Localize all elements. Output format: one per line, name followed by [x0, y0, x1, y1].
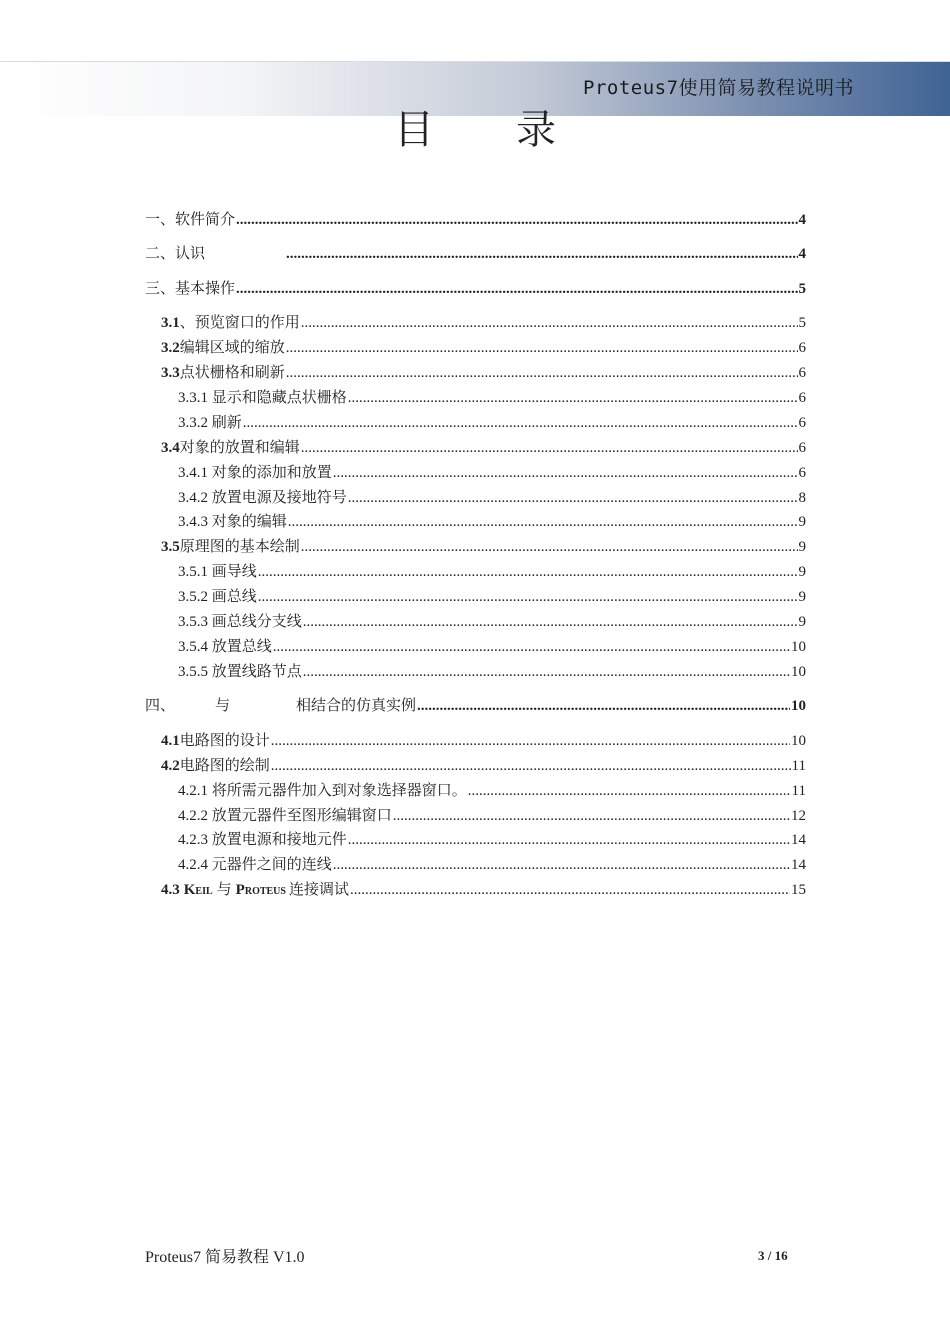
toc-entry-4-2-3[interactable] [178, 830, 806, 850]
toc-leader [273, 637, 790, 657]
toc-entry-3[interactable] [145, 279, 806, 299]
toc-page: 14 [791, 832, 806, 848]
toc-number: 3.5 [161, 539, 180, 555]
toc-entry-3-3[interactable] [161, 363, 806, 383]
toc-label: 3.5.2 画总线 [178, 589, 257, 605]
toc-keil-initial: K [183, 882, 196, 898]
toc-label: 二、认识 [145, 246, 206, 262]
toc-page: 9 [798, 539, 806, 555]
toc-entry-4[interactable] [145, 696, 806, 716]
toc-proteus-rest: ROTEUS [244, 886, 286, 897]
toc-label: 4.2.2 放置元器件至图形编辑窗口 [178, 808, 392, 824]
toc-label-mid: 与 [216, 882, 232, 898]
toc-leader [348, 488, 798, 508]
toc-label: 3.3.2 刷新 [178, 415, 242, 431]
toc-leader [348, 388, 798, 408]
toc-entry-3-3-2[interactable] [178, 413, 806, 433]
toc-leader [303, 612, 798, 632]
toc-page: 6 [798, 465, 806, 481]
toc-page: 6 [798, 365, 806, 381]
toc-label: 相结合的仿真实例 [296, 698, 417, 714]
toc-label: 3.4.3 对象的编辑 [178, 514, 287, 530]
toc-page: 10 [791, 639, 806, 655]
toc-entry-4-2-1[interactable] [178, 781, 806, 801]
toc-page: 4 [798, 246, 806, 262]
toc-page: 6 [798, 340, 806, 356]
toc-entry-3-5[interactable] [161, 537, 806, 557]
toc-label: 3.3.1 显示和隐藏点状栅格 [178, 390, 347, 406]
toc-leader [303, 662, 790, 682]
toc-entry-4-2-4[interactable] [178, 855, 806, 875]
toc-page: 9 [798, 589, 806, 605]
toc-leader [348, 830, 790, 850]
toc-leader [286, 244, 797, 264]
toc-entry-2[interactable] [145, 244, 806, 264]
toc-entry-4-1[interactable] [161, 731, 806, 751]
toc-label: 4.2.3 放置电源和接地元件 [178, 832, 347, 848]
toc-leader [236, 210, 797, 230]
toc-entry-3-5-5[interactable] [178, 662, 806, 682]
toc-label: 3.5.1 画导线 [178, 564, 257, 580]
toc-leader [350, 880, 790, 900]
toc-label: 四、 [145, 698, 176, 714]
toc-entry-4-3[interactable] [161, 880, 806, 902]
toc-leader [258, 587, 798, 607]
toc-leader [236, 279, 797, 299]
toc-page: 15 [791, 882, 806, 898]
toc-label: 连接调试 [288, 882, 349, 898]
toc-entry-3-1[interactable] [161, 313, 806, 333]
toc-leader [271, 756, 791, 776]
toc-page: 10 [791, 698, 806, 714]
toc-leader [271, 731, 790, 751]
toc-entry-3-5-1[interactable] [178, 562, 806, 582]
toc-label: 4.2.1 将所需元器件加入到对象选择器窗口。 [178, 783, 467, 799]
toc-label: 原理图的基本绘制 [179, 539, 300, 555]
toc-label: 电路图的设计 [179, 733, 270, 749]
toc-label: 4.2.4 元器件之间的连线 [178, 857, 332, 873]
toc-leader [258, 562, 798, 582]
toc-page: 6 [798, 415, 806, 431]
toc-page: 8 [798, 490, 806, 506]
toc-number: 3.1 [161, 315, 180, 331]
toc-page: 11 [791, 783, 806, 799]
toc-page: 12 [791, 808, 806, 824]
toc-leader [301, 313, 798, 333]
toc-leader [393, 806, 790, 826]
toc-number: 3.4 [161, 440, 180, 456]
footer-page-number: 3 / 16 [758, 1248, 788, 1263]
toc-entry-3-4-2[interactable] [178, 488, 806, 508]
toc-label: 对象的放置和编辑 [179, 440, 300, 456]
page-title: 目 录 [394, 107, 592, 152]
toc-page: 6 [798, 440, 806, 456]
toc-number: 4.3 [161, 882, 180, 898]
toc-label: 点状栅格和刷新 [179, 365, 285, 381]
toc-label: 3.4.1 对象的添加和放置 [178, 465, 332, 481]
toc-page: 5 [798, 281, 806, 297]
toc-page: 9 [798, 614, 806, 630]
toc-leader [288, 512, 798, 532]
toc-entry-3-2[interactable] [161, 338, 806, 358]
toc-label: 三、基本操作 [145, 281, 236, 297]
toc-label: 3.5.5 放置线路节点 [178, 664, 302, 680]
toc-label: 3.5.3 画总线分支线 [178, 614, 302, 630]
toc-page: 10 [791, 664, 806, 680]
toc-entry-3-5-4[interactable] [178, 637, 806, 657]
toc-leader [417, 696, 790, 716]
toc-entry-4-2-2[interactable] [178, 806, 806, 826]
toc-entry-1[interactable] [145, 210, 806, 230]
toc-keil-rest: EIL [195, 886, 213, 897]
toc-page: 5 [798, 315, 806, 331]
toc-number: 4.2 [161, 758, 180, 774]
toc-entry-3-5-3[interactable] [178, 612, 806, 632]
toc-label: 、预览窗口的作用 [179, 315, 300, 331]
toc-number: 3.2 [161, 340, 180, 356]
toc-label: 编辑区域的缩放 [179, 340, 285, 356]
toc-label: 与 [215, 698, 231, 714]
toc-page: 9 [798, 564, 806, 580]
toc-label: 3.5.4 放置总线 [178, 639, 272, 655]
toc-leader [243, 413, 798, 433]
toc-leader [286, 363, 798, 383]
toc-page: 10 [791, 733, 806, 749]
toc-page: 14 [791, 857, 806, 873]
toc-label: 电路图的绘制 [179, 758, 270, 774]
toc-page: 9 [798, 514, 806, 530]
toc-number: 4.1 [161, 733, 180, 749]
toc-leader [286, 338, 798, 358]
toc-number: 3.3 [161, 365, 180, 381]
toc-label: 3.4.2 放置电源及接地符号 [178, 490, 347, 506]
toc-page: 6 [798, 390, 806, 406]
toc-entry-3-4-3[interactable] [178, 512, 806, 532]
toc-entry-3-5-2[interactable] [178, 587, 806, 607]
toc-entry-3-4[interactable] [161, 438, 806, 458]
toc-page: 4 [798, 212, 806, 228]
toc-entry-3-4-1[interactable] [178, 463, 806, 483]
toc-entry-4-2[interactable] [161, 756, 806, 776]
toc-leader [333, 855, 790, 875]
header-title: Proteus7使用简易教程说明书 [583, 77, 855, 99]
toc-page: 11 [791, 758, 806, 774]
toc-leader [301, 537, 798, 557]
toc-leader [333, 463, 798, 483]
footer-doc-title: Proteus7 简易教程 V1.0 [145, 1249, 305, 1266]
toc-leader [468, 781, 791, 801]
toc-entry-3-3-1[interactable] [178, 388, 806, 408]
toc-leader [301, 438, 798, 458]
toc-label: 一、软件简介 [145, 212, 236, 228]
toc-proteus-initial: P [235, 882, 245, 898]
